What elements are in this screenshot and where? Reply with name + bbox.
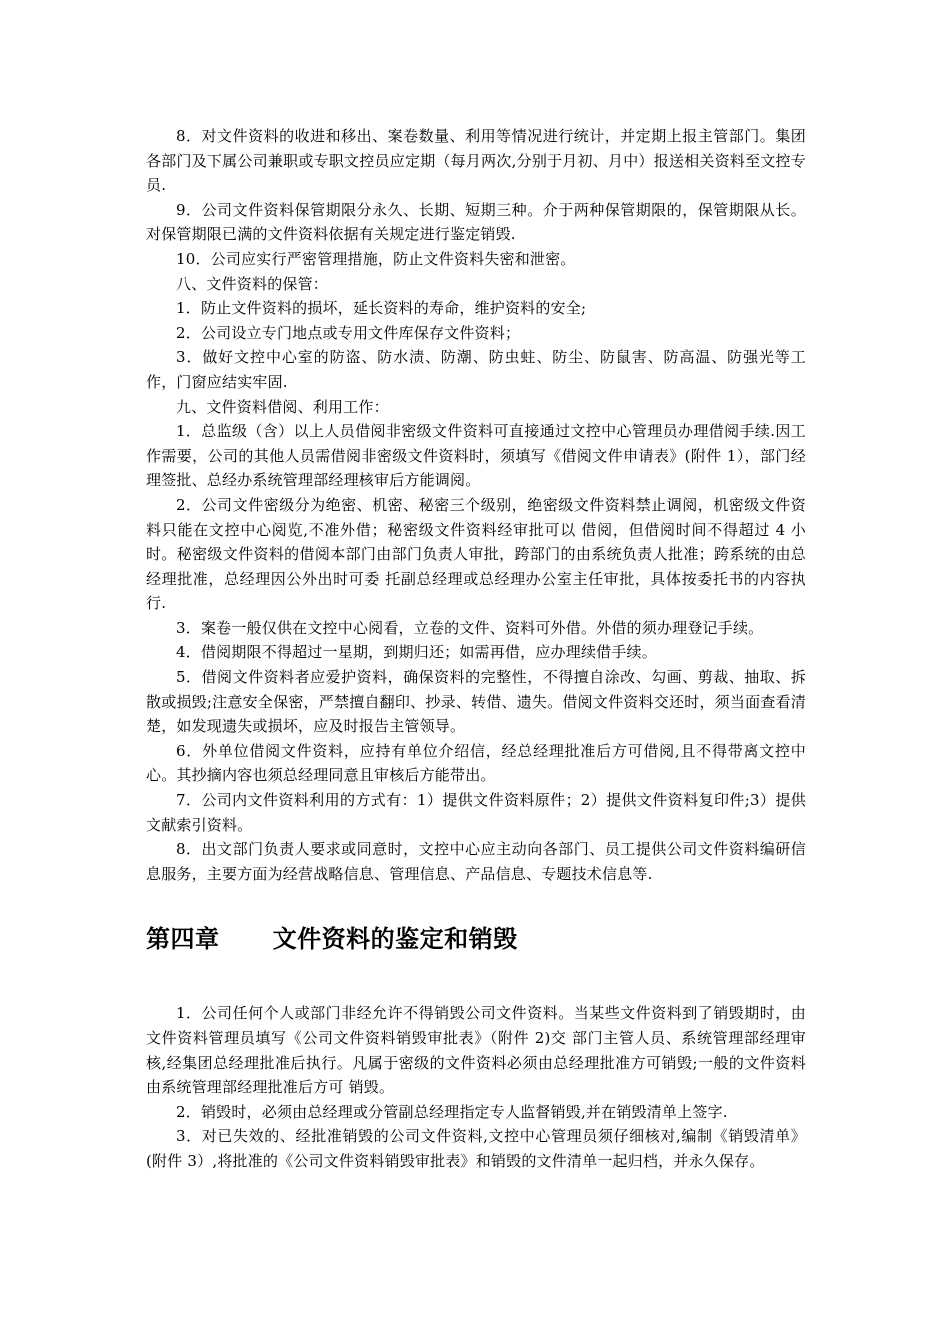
paragraph-destruction-1: 1．公司任何个人或部门非经允许不得销毁公司文件资料。当某些文件资料到了销毁期时，由文件资料管理员填写《公司文件资料销毁审批表》（附件 2)交 部门主管人员、系统管理部经理审核,经集团总经理批准后执行。凡属于密级的文件资料必须由总经理批准方可销毁;一般的文件资料由系统管理部经理批准后方可 销毁。	[146, 1004, 806, 1097]
paragraph-borrowing-6: 6．外单位借阅文件资料，应持有单位介绍信，经总经理批准后方可借阅,且不得带离文控中心。其抄摘内容也须总经理同意且审核后方能带出。	[146, 741, 806, 785]
paragraph-destruction-3: 3．对已失效的、经批准销毁的公司文件资料,文控中心管理员须仔细核对,编制《销毁清单》(附件 3）,将批准的《公司文件资料销毁审批表》和销毁的文件清单一起归档，并永久保存。	[146, 1127, 806, 1170]
paragraph-storage-1: 1．防止文件资料的损坏，延长资料的寿命，维护资料的安全;	[176, 299, 587, 318]
paragraph-confidentiality: 10．公司应实行严密管理措施，防止文件资料失密和泄密。	[176, 249, 576, 268]
paragraph-statistics: 8．对文件资料的收进和移出、案卷数量、利用等情况进行统计，并定期上报主管部门。集团各部门及下属公司兼职或专职文控员应定期（每月两次,分别于月初、月中）报送相关资料至文控专员.	[146, 127, 806, 195]
paragraph-storage-2: 2．公司设立专门地点或专用文件库保存文件资料；	[176, 323, 521, 342]
section-heading-borrowing: 九、文件资料借阅、利用工作：	[176, 397, 389, 416]
paragraph-borrowing-7: 7．公司内文件资料利用的方式有：1）提供文件资料原件；2）提供文件资料复印件;3）提供文献索引资料。	[146, 791, 806, 834]
paragraph-borrowing-2: 2．公司文件密级分为绝密、机密、秘密三个级别，绝密级文件资料禁止调阅，机密级文件资料只能在文控中心阅览,不准外借；秘密级文件资料经审批可以 借阅，但借阅时间不得超过 4 小时。秘密级文件资料的借阅本部门由部门负责人审批，跨部门的由系统负责人批准；跨系统的由总经理批准，总经理因公外出时可委 托副总经理或总经理办公室主任审批，具体按委托书的内容执行.	[146, 495, 806, 613]
paragraph-borrowing-8: 8．出文部门负责人要求或同意时，文控中心应主动向各部门、员工提供公司文件资料编研信息服务，主要方面为经营战略信息、管理信息、产品信息、专题技术信息等.	[146, 840, 806, 883]
paragraph-borrowing-5: 5．借阅文件资料者应爱护资料，确保资料的完整性，不得擅自涂改、勾画、剪裁、抽取、拆散或损毁;注意安全保密，严禁擅自翻印、抄录、转借、遗失。借阅文件资料交还时，须当面查看清楚，如发现遗失或损坏，应及时报告主管领导。	[146, 668, 806, 736]
paragraph-borrowing-1: 1．总监级（含）以上人员借阅非密级文件资料可直接通过文控中心管理员办理借阅手续.因工作需要，公司的其他人员需借阅非密级文件资料时，须填写《借阅文件申请表》(附件 1），部门经理签批、总经办系统管理部经理核审后方能调阅。	[146, 422, 806, 490]
chapter-title: 第四章 文件资料的鉴定和销毁	[146, 924, 518, 954]
section-heading-storage: 八、文件资料的保管：	[176, 274, 329, 293]
paragraph-storage-3: 3．做好文控中心室的防盗、防水渍、防潮、防虫蛀、防尘、防鼠害、防高温、防强光等工作，门窗应结实牢固.	[146, 348, 806, 391]
paragraph-retention-period: 9．公司文件资料保管期限分永久、长期、短期三种。介于两种保管期限的，保管期限从长。对保管期限已满的文件资料依据有关规定进行鉴定销毁.	[146, 200, 806, 244]
paragraph-borrowing-3: 3．案卷一般仅供在文控中心阅看，立卷的文件、资料可外借。外借的须办理登记手续。	[176, 618, 764, 637]
paragraph-destruction-2: 2．销毁时，必须由总经理或分管副总经理指定专人监督销毁,并在销毁清单上签字.	[176, 1102, 728, 1121]
document-page	[146, 124, 806, 1174]
paragraph-borrowing-4: 4．借阅期限不得超过一星期，到期归还；如需再借，应办理续借手续。	[176, 643, 657, 662]
